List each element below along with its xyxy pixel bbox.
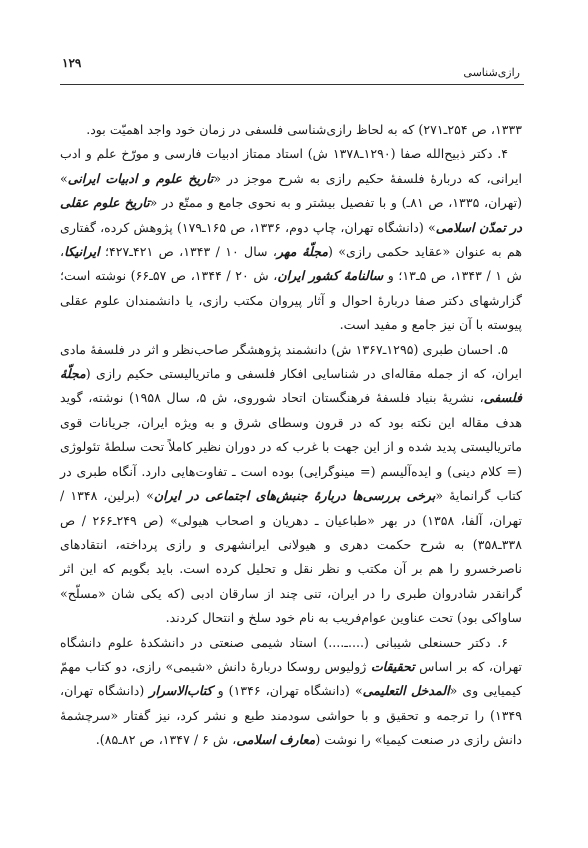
text-run: (دانشگاه تهران، ۱۳۴۹) را ترجمه و تحقیق و با حواشی سودمند طبع و نشر کرد، نیز گفتار «سرچشمهٔ دانش رازی در صنعت کیمیا» را نوشت (: [60, 683, 522, 748]
text-run: ۵. احسان طبری (۱۲۹۵ـ۱۳۶۷ ش) دانشمند پژوهشگر صاحب‌نظر و اثر در فلسفهٔ مادی ایران، که از جمله مقاله‌ای در شناسایی افکار فلسفی و ماتریالیستی حکیم رازی (: [60, 341, 522, 382]
running-head: رازی‌شناسی: [463, 66, 520, 79]
text-run: ژولیوس روسکا دربارهٔ دانش «شیمی» رازی، دو کتاب مهمّ کیمیایی وی «: [60, 658, 522, 699]
emphasized-title: مجلّهٔ فلسفی: [60, 366, 522, 406]
text-run: ، ش ۶ / ۱۳۴۷، ص ۸۲ـ۸۵).: [95, 732, 237, 748]
page-number: ۱۲۹: [62, 56, 82, 70]
text-run: ، ش ۱ / ۱۳۴۳، ص ۵ـ۱۳؛ و: [60, 244, 523, 284]
emphasized-title: تحقیقات: [370, 658, 415, 674]
text-run: ۴. دکتر ذبیح‌الله صفا (۱۲۹۰ـ۱۳۷۸ ش) استاد ممتاز ادبیات فارسی و مورّخ علم و ادب ایرانی، که دربارهٔ فلسفهٔ حکیم رازی به شرح موجز در «: [60, 146, 522, 186]
emphasized-title: تاریخ علوم و ادبیات ایرانی: [67, 170, 214, 186]
text-run: » (دانشگاه تهران، ۱۳۴۶) و: [212, 683, 363, 699]
paragraph-2: [60, 142, 522, 337]
emphasized-title: مجلّهٔ مهر: [277, 244, 329, 260]
paragraph-1: [60, 118, 522, 142]
emphasized-title: کتاب‌الاسرار: [149, 683, 213, 699]
text-run: ۶. دکتر حسنعلی شیبانی (....ـ....) استاد شیمی صنعتی در دانشکدهٔ علوم دانشگاه تهران، که بر اساس: [60, 634, 522, 674]
text-run: ۱۳۳۳، ص ۲۵۴ـ۲۷۱) که به لحاظ رازی‌شناسی فلسفی در زمان خود واجد اهمیّت بود.: [86, 122, 522, 137]
emphasized-title: سالنامهٔ کشور ایران: [277, 268, 384, 284]
body-text: [60, 118, 522, 753]
paragraph-4: [60, 631, 522, 753]
text-run: » (تهران، ۱۳۳۵، ص ۸۱ـ) و با تفصیل بیشتر و به نحوی جامع و ممتّع در «: [60, 170, 522, 211]
text-run: ، نشریهٔ بنیاد فلسفهٔ فرهنگستان اتحاد شوروی، ش ۵، سال ۱۹۵۸) نوشته، گوید هدف مقاله این نکته بود که در قرون وسطای شرق و به ویژه ایران، جریانات قوی ماتریالیستی پدید شده و از این جهت با غرب که در دوران نظیر کاملاً تحت سلطهٔ تئولوژی (= کلام دینی) و ایده‌آلیسم (= مینوگرایی) بوده است ـ تفاوت‌هایی دارد. آنگاه طبری در کتاب گرانمایهٔ «: [60, 390, 523, 504]
emphasized-title: معارف اسلامی: [236, 732, 316, 748]
emphasized-title: المدخل التعلیمی: [362, 683, 450, 699]
emphasized-title: تاریخ علوم عقلی در تمدّن اسلامی: [60, 195, 522, 235]
text-run: ، سال ۱۰ / ۱۳۴۳، ص ۴۲۱ـ۴۲۷؛: [99, 244, 277, 260]
emphasized-title: ایرانیکا: [64, 244, 100, 260]
paragraph-3: [60, 338, 522, 631]
header-rule: [60, 84, 524, 85]
emphasized-title: برخی بررسی‌ها دربارهٔ جنبش‌های اجتماعی در ایران: [153, 488, 436, 504]
text-run: ، ش ۲۰ / ۱۳۴۴، ص ۵۷ـ۶۶) نوشته است؛ گزارشهای دکتر صفا دربارهٔ احوال و آثار پیروان مکتب رازی، یا دانشمندان علوم عقلی پیوسته با آن نیز جامع و مفید است.: [60, 268, 522, 333]
text-run: » (برلین، ۱۳۴۸ / تهران، آلفا، ۱۳۵۸) در بهر «طباعیان ـ دهریان و اصحاب هیولی» (ص ۲۴۹ـ۲۶۶ / ص ۳۳۸ـ۳۵۸) به شرح حکمت دهری و هیولانی ایرانشهری و رازی پرداخته، انتقادهای ناصرخسرو را هم بر آن مکتب و نظر نقل و تحلیل کرده است. باید بگویم که این اثر گرانقدر شادروان طبری را در ایران، تنی چند از سارقان ادبی (که یکی شان «مسلّح» ساواکی بود) تحت عناوین عوام‌فریب به نام خود سلخ و انتحال کردند.: [60, 488, 522, 626]
text-run: » (دانشگاه تهران، چاپ دوم، ۱۳۳۶، ص ۱۶۵ـ۱۷۹) پژوهش کرده، گفتاری هم به عنوان «عقاید حکمی رازی» (: [60, 219, 523, 260]
